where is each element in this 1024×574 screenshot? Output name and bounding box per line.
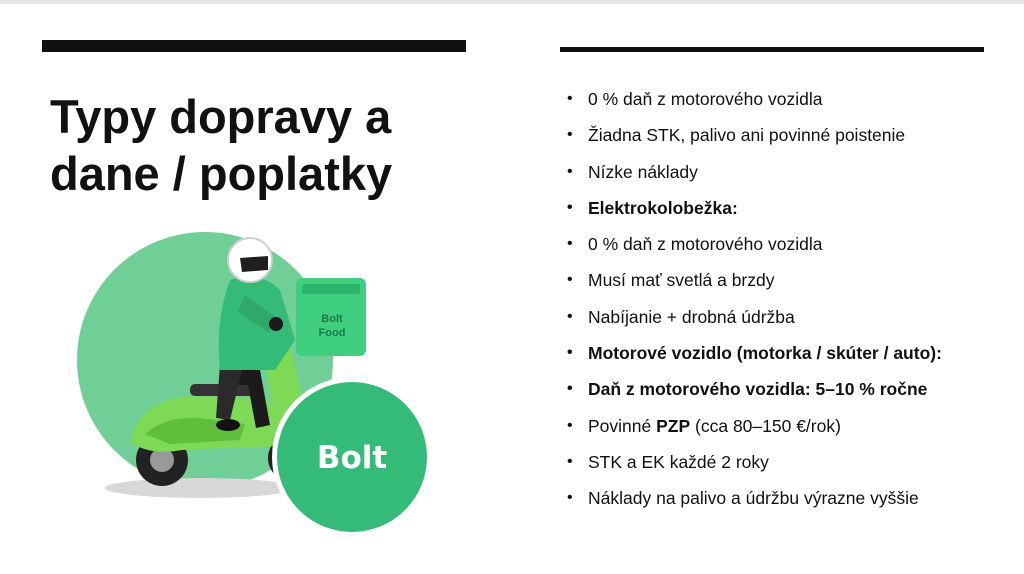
bullet-item: • 0 % daň z motorového vozidla: [565, 233, 985, 255]
slide-top-border: [0, 0, 1024, 4]
pzp-prefix: Povinné: [588, 415, 657, 436]
slide-title-line-1: Typy dopravy a: [50, 90, 392, 143]
title-accent-bar: [42, 40, 466, 52]
content-accent-bar: [560, 47, 984, 52]
bag-text-bottom: Food: [318, 327, 346, 339]
slide-title-line-2: dane / poplatky: [50, 147, 393, 200]
bullet-item: • 0 % daň z motorového vozidla: [565, 88, 985, 110]
bolt-logo-text: Bolt: [316, 440, 388, 476]
bullet-list: [565, 88, 985, 524]
bullet-heading-electric-scooter: • Elektrokolobežka:: [565, 197, 985, 219]
slide-title: [50, 88, 470, 202]
bullet-item: • Nízke náklady: [565, 161, 985, 183]
ground-shadow: [105, 478, 295, 498]
bullet-tax-rate: • Daň z motorového vozidla: 5–10 % ročne: [565, 378, 985, 400]
bullet-heading-motor-vehicle: • Motorové vozidlo (motorka / skúter / auto):: [565, 342, 985, 364]
bullet-item: • STK a EK každé 2 roky: [565, 451, 985, 473]
bolt-food-bag-icon: [296, 278, 366, 356]
pzp-suffix: (cca 80–150 €/rok): [690, 415, 841, 436]
pzp-strong: PZP: [656, 415, 691, 436]
bag-text-top: Bolt: [321, 313, 343, 325]
bolt-courier-scooter-illustration: [70, 220, 450, 540]
bullet-item: • Náklady na palivo a údržbu výrazne vyššie: [565, 487, 985, 509]
bullet-item: • Musí mať svetlá a brzdy: [565, 269, 985, 291]
bullet-item-pzp: [565, 415, 985, 437]
bullet-item: • Nabíjanie + drobná údržba: [565, 306, 985, 328]
bullet-item: • Žiadna STK, palivo ani povinné poistenie: [565, 124, 985, 146]
